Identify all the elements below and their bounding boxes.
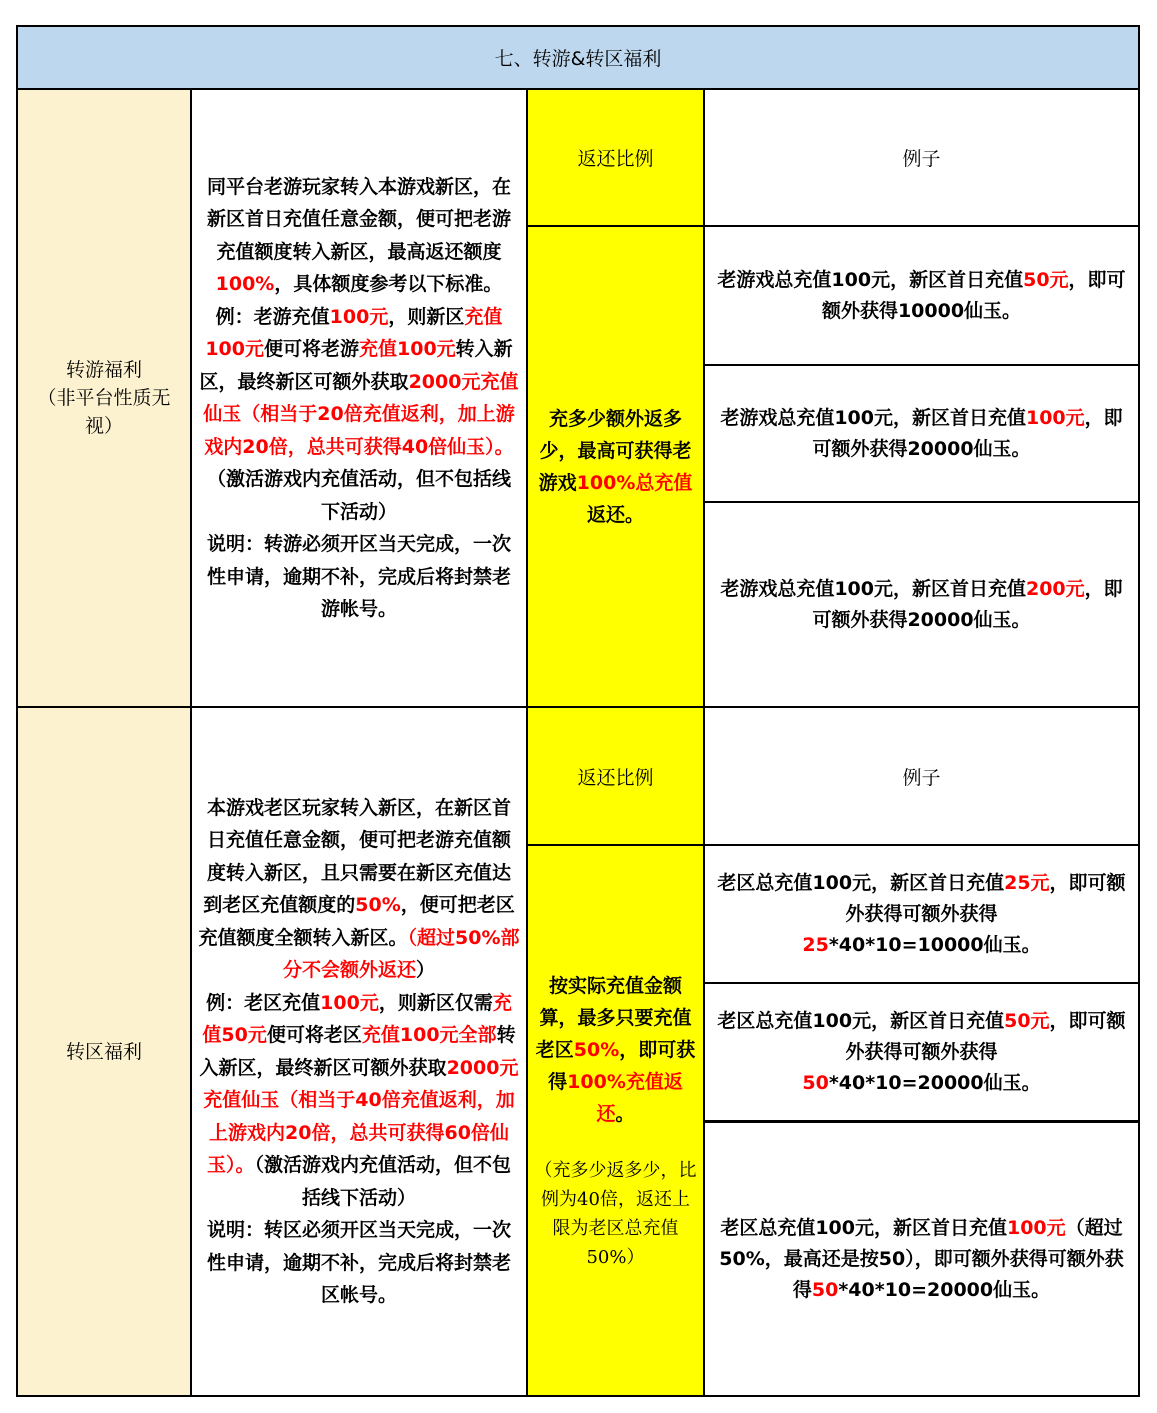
text-run: 25 (802, 933, 829, 956)
text-run: 转入新区，最终新区可额外获取 (199, 1024, 516, 1079)
table-title: 七、转游&转区福利 (18, 27, 1138, 90)
section2-label: 转区福利 (18, 708, 192, 1395)
text-run: 按实际充值金额算，最多只要充值老区 (535, 974, 692, 1061)
section1-description (192, 90, 528, 708)
section1-example-1 (705, 227, 1138, 366)
section2-example-2 (705, 984, 1138, 1122)
text-run: ，具体额度参考以下标准。 (274, 273, 503, 295)
text-run: 100元 (1006, 1216, 1066, 1239)
section2-example-1 (705, 846, 1138, 984)
text-run: ，即可额外获得20000仙玉。 (812, 406, 1123, 460)
text-run: 50 (802, 1071, 829, 1094)
text-run: 老区总充值100元，新区首日充值 (720, 1216, 1007, 1239)
text-run: 50元 (1004, 1009, 1050, 1032)
text-run: ，即可额外获得可额外获得 (845, 871, 1126, 925)
section2-rate-note: （充多少返多少，比例为40倍，返还上限为老区总充值50%） (534, 1159, 697, 1268)
section2-example-header: 例子 (705, 708, 1138, 846)
text-run: （超过50%部分不会额外返还 (282, 926, 520, 981)
text-run: 50元 (1023, 268, 1069, 291)
text-run: 200元 (1025, 577, 1085, 600)
text-run: 100%总充值 (576, 471, 693, 494)
section1-rate (528, 227, 705, 708)
text-run: （激活游戏内充值活动，但不包括线下活动） 说明：转区必须开区当天完成，一次性申请，逾期不补，完成后将封禁老区帐号。 (206, 1154, 512, 1306)
text-run: 充值100元 (359, 338, 456, 360)
text-run: 便可将老游 (263, 338, 359, 360)
section2-rate-header: 返还比例 (528, 708, 705, 846)
welfare-table (16, 25, 1140, 1397)
text-run: 2000元充值仙玉（相当于40倍充值返利，加上游戏内20倍，总共可获得60倍仙玉）。 (203, 1056, 519, 1176)
text-run: 老区总充值100元，新区首日充值 (717, 871, 1005, 894)
section2-example-3 (705, 1122, 1138, 1395)
text-run: 充值100元 (205, 305, 503, 360)
text-run: 50% (355, 894, 401, 916)
text-run: 100%充值返还 (567, 1070, 683, 1125)
text-run: 充多少额外返多少，最高可获得老游戏 (538, 407, 692, 494)
section2-description (192, 708, 528, 1395)
text-run: 100元 (1025, 406, 1085, 429)
section1-example-2 (705, 366, 1138, 503)
text-run: 返还。 (586, 503, 644, 526)
text-run: ，便可把老区充值额度全额转入新区。 (198, 894, 515, 949)
text-run: *40*10=10000仙玉。 (828, 933, 1041, 956)
text-run: 2000元充值仙玉（相当于20倍充值返利，加上游戏内20倍，总共可获得40倍仙玉）。 (203, 370, 519, 458)
text-run: 老游戏总充值100元，新区首日充值 (720, 406, 1026, 429)
section1-label: 转游福利 （非平台性质无视） (18, 90, 192, 708)
text-run: *40*10=20000仙玉。 (838, 1278, 1051, 1301)
text-run: 100元 (320, 991, 379, 1014)
text-run: ，即可额外获得20000仙玉。 (812, 577, 1123, 631)
text-run: 老游戏总充值100元，新区首日充值 (717, 268, 1024, 291)
text-run: ，则新区 (388, 305, 465, 328)
text-run: 100元 (329, 305, 389, 328)
text-run: 老区总充值100元，新区首日充值 (717, 1009, 1005, 1032)
section1-example-3 (705, 503, 1138, 708)
text-run: 25元 (1004, 871, 1050, 894)
text-run: ，即可额外获得10000仙玉。 (821, 268, 1126, 322)
text-run: ） 例：老区充值 (206, 959, 436, 1014)
section1-rate-header: 返还比例 (528, 90, 705, 227)
text-run: 充值50元 (202, 991, 512, 1046)
text-run: 老游戏总充值100元，新区首日充值 (720, 577, 1026, 600)
section2-rate (528, 846, 705, 1395)
text-run: 。 (615, 1102, 635, 1125)
text-run: 100% (215, 273, 275, 295)
text-run: 便可将老区 (266, 1024, 362, 1046)
text-run: 50% (573, 1038, 620, 1061)
text-run: 例：老游充值 (215, 305, 330, 328)
text-run: 同平台老游玩家转入本游戏新区，在新区首日充值任意金额，便可把老游充值额度转入新区，最高返还额度 (206, 175, 511, 263)
text-run: ，则新区仅需 (378, 991, 493, 1014)
text-run: 转入新区，最终新区可额外获取 (199, 338, 513, 393)
text-run: 本游戏老区玩家转入新区，在新区首日充值任意金额，便可把老游充值额度转入新区，且只需要在新区充值达到老区充值额度的 (203, 796, 511, 916)
text-run: *40*10=20000仙玉。 (828, 1071, 1041, 1094)
text-run: ，即可获得 (548, 1038, 696, 1093)
text-run: （超过50%，最高还是按50），即可额外获得可额外获得 (719, 1216, 1124, 1301)
text-run: 充值100元全部 (361, 1024, 497, 1046)
text-run: （激活游戏内充值活动，但不包括线下活动） 说明：转游必须开区当天完成，一次性申请，逾期不补，完成后将封禁老游帐号。 (206, 468, 511, 620)
text-run: ，即可额外获得可额外获得 (845, 1009, 1126, 1063)
text-run: 50 (811, 1278, 839, 1301)
section1-example-header: 例子 (705, 90, 1138, 227)
